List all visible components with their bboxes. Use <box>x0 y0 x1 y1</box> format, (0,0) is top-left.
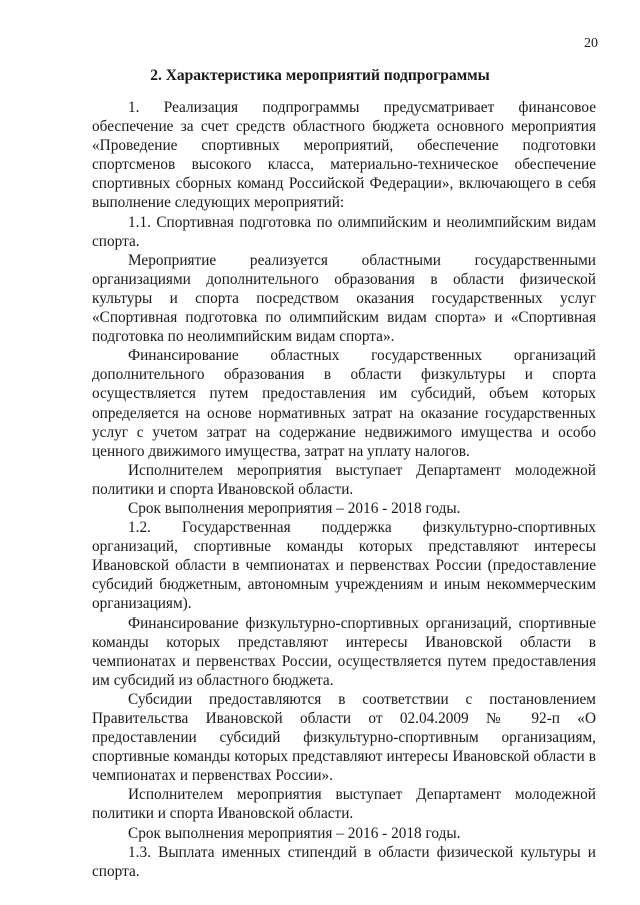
paragraph-1-1-title: 1.1. Спортивная подготовка по олимпийским и неолимпийским видам спорта. <box>92 213 596 250</box>
paragraph-1-intro: 1. Реализация подпрограммы предусматривает финансовое обеспечение за счет средств областного бюджета основного мероприятия «Проведение спортивных мероприятий, обеспечение подготовки спортсменов высокого класса, материально-техническое обеспечение спортивных сборных команд Российской Федерации», включающего в себя выполнение следующих мероприятий: <box>92 99 596 212</box>
paragraph-1-2-executor: Исполнителем мероприятия выступает Департамент молодежной политики и спорта Ивановской области. <box>92 786 596 823</box>
paragraph-1-2-term: Срок выполнения мероприятия – 2016 - 2018 годы. <box>128 824 461 842</box>
paragraph-1-1-implementation: Мероприятие реализуется областными государственными организациями дополнительного образования в области физической культуры и спорта посредством оказания государственных услуг «Спортивная подготовка по олимпийским видам спорта» и «Спортивная подготовка по неолимпийским видам спорта». <box>92 251 596 346</box>
body-text <box>92 98 596 881</box>
paragraph-1-1-term: Срок выполнения мероприятия – 2016 - 2018 годы. <box>128 499 461 517</box>
page-number: 20 <box>584 36 598 51</box>
paragraph-1-1-financing: Финансирование областных государственных организаций дополнительного образования в области физкультуры и спорта осуществляется путем предоставления им субсидий, объем которых определяется на основе нормативных затрат на оказание государственных услуг с учетом затрат на содержание недвижимого имущества и особо ценного движимого имущества, затрат на уплату налогов. <box>92 347 596 460</box>
paragraph-1-2-subsidies: Субсидии предоставляются в соответствии с постановлением Правительства Ивановской области от 02.04.2009 № 92-п «О предоставлении субсидий физкультурно-спортивным организациям, спортивные команды которых представляют интересы Ивановской области в чемпионатах и первенствах России». <box>92 690 596 785</box>
paragraph-1-1-executor: Исполнителем мероприятия выступает Департамент молодежной политики и спорта Ивановской области. <box>92 461 596 498</box>
section-heading: 2. Характеристика мероприятий подпрограммы <box>150 67 490 84</box>
paragraph-1-2-financing: Финансирование физкультурно-спортивных организаций, спортивные команды которых представляют интересы Ивановской области в чемпионатах и первенствах России, осуществляется путем предоставления им субсидий из областного бюджета. <box>92 614 596 689</box>
paragraph-1-3-title: 1.3. Выплата именных стипендий в области физической культуры и спорта. <box>92 843 596 880</box>
paragraph-1-2-title: 1.2. Государственная поддержка физкультурно-спортивных организаций, спортивные команды которых представляют интересы Ивановской области в чемпионатах и первенствах России (предоставление субсидий бюджетным, автономным учреждениям и иным некоммерческим организациям). <box>92 519 596 613</box>
